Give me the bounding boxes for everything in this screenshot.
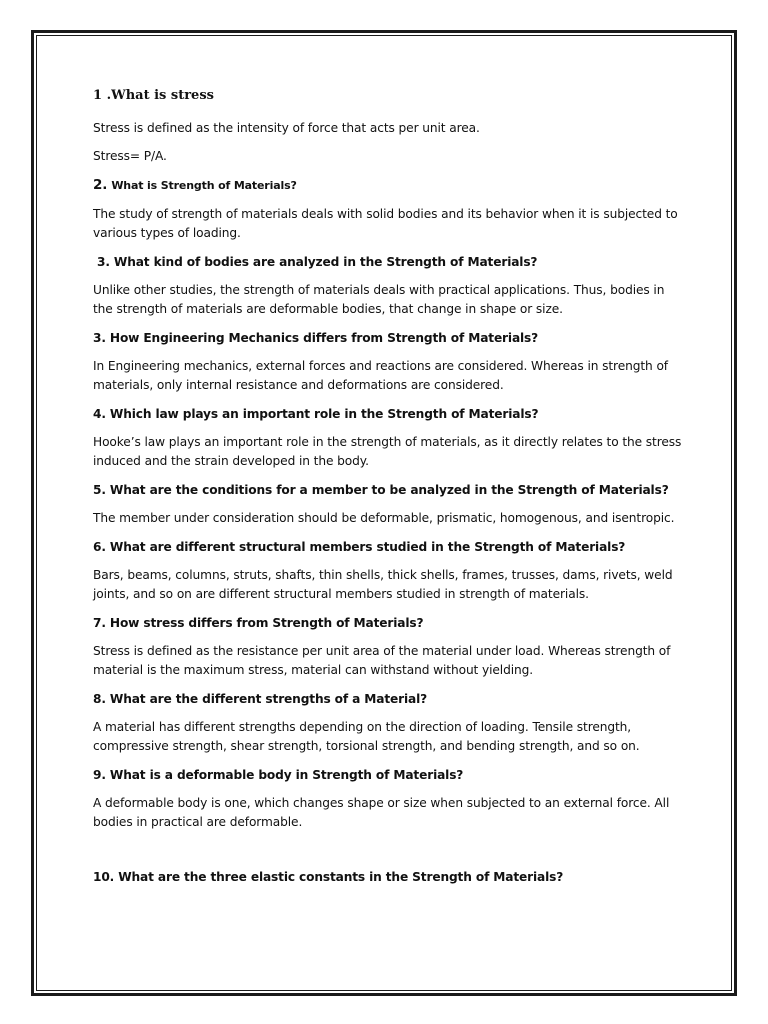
document-body	[93, 87, 683, 896]
question-3b-answer: In Engineering mechanics, external forces and reactions are considered. Whereas in strength of materials, only internal resistance and deformations are considered.	[93, 359, 668, 392]
question-3a-answer: Unlike other studies, the strength of materials deals with practical applications. Thus, bodies in the strength of materials are deformable bodies, that change in shape or size.	[93, 283, 665, 316]
question-9-title: 9. What is a deformable body in Strength of Materials?	[93, 768, 464, 782]
question-3b-title: 3. How Engineering Mechanics differs from Strength of Materials?	[93, 331, 539, 345]
question-5-answer: The member under consideration should be deformable, prismatic, homogenous, and isentropic.	[93, 511, 675, 525]
question-4-title: 4. Which law plays an important role in the Strength of Materials?	[93, 407, 539, 421]
question-3a-title: 3. What kind of bodies are analyzed in the Strength of Materials?	[97, 255, 538, 269]
question-2-number: 2.	[93, 177, 108, 193]
question-1-title: 1 .What is stress	[93, 88, 214, 103]
question-1-answer: Stress is defined as the intensity of force that acts per unit area.	[93, 121, 480, 135]
question-9-answer: A deformable body is one, which changes shape or size when subjected to an external force. All bodies in practical are deformable.	[93, 796, 670, 829]
question-8-answer: A material has different strengths depending on the direction of loading. Tensile strength, compressive strength, shear strength, torsional strength, and bending strength, and so on.	[93, 720, 640, 753]
question-7-answer: Stress is defined as the resistance per unit area of the material under load. Whereas strength of material is the maximum stress, material can withstand without yielding.	[93, 644, 671, 677]
question-10-title: 10. What are the three elastic constants in the Strength of Materials?	[93, 870, 564, 884]
question-6-title: 6. What are different structural members studied in the Strength of Materials?	[93, 540, 626, 554]
question-5-title: 5. What are the conditions for a member to be analyzed in the Strength of Materials?	[93, 483, 669, 497]
stress-formula: Stress= P/A.	[93, 149, 167, 163]
question-2-title	[93, 175, 683, 196]
question-7-title: 7. How stress differs from Strength of Materials?	[93, 616, 424, 630]
question-6-answer: Bars, beams, columns, struts, shafts, thin shells, thick shells, frames, trusses, dams, rivets, weld joints, and so on are different structural members studied in strength of materials.	[93, 568, 673, 601]
question-2-text: What is Strength of Materials?	[111, 179, 297, 192]
question-2-answer: The study of strength of materials deals with solid bodies and its behavior when it is subjected to various types of loading.	[93, 207, 678, 240]
blank-line	[93, 841, 683, 867]
question-4-answer: Hooke’s law plays an important role in the strength of materials, as it directly relates to the stress induced and the strain developed in the body.	[93, 435, 682, 468]
question-8-title: 8. What are the different strengths of a Material?	[93, 692, 428, 706]
